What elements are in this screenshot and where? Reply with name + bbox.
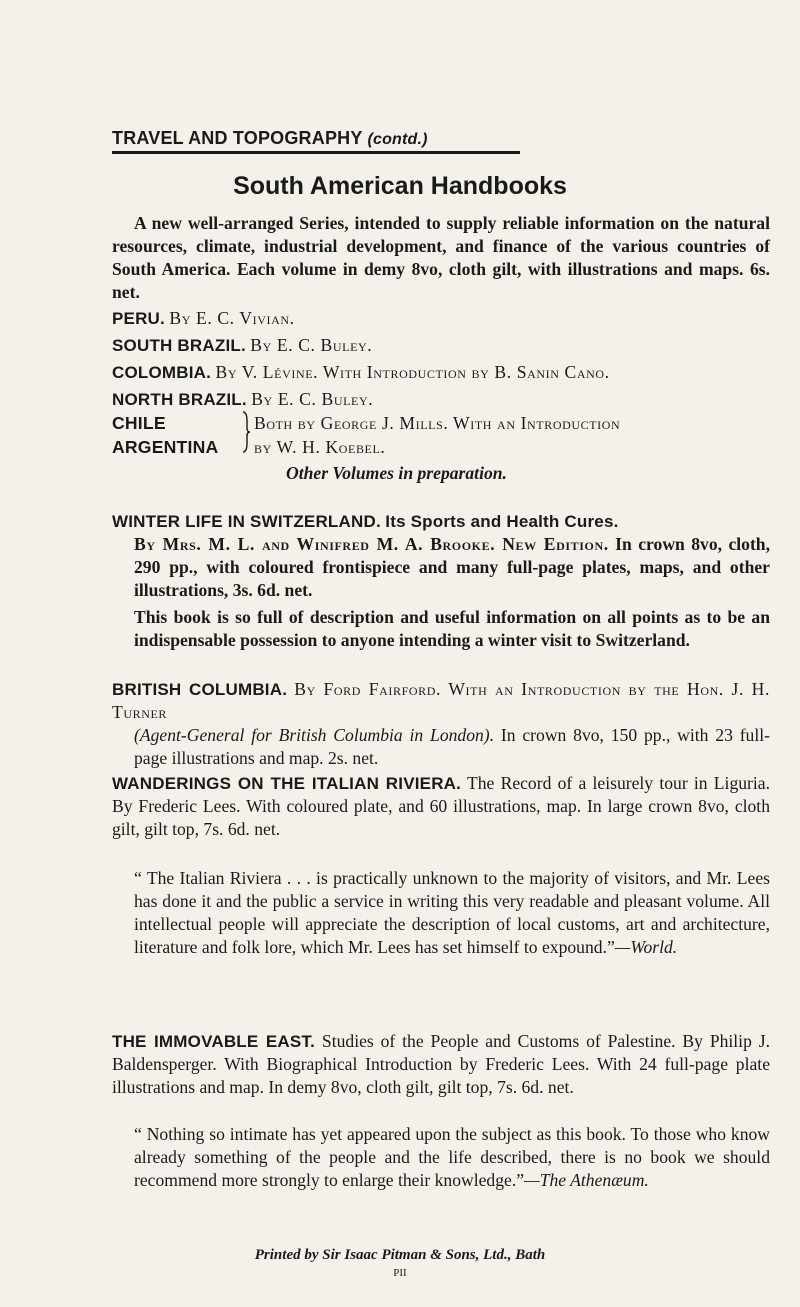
riviera-quote-text: “ The Italian Riviera . . . is practically unknown to the majority of visitors, and Mr. Lees has done it and the public a service in writing this very readable and pleasant volume. All intellectual people will appreciate the description of local customs, art and architecture, literature and folk lore, which Mr. Lees has set himself to expound.” xyxy=(134,868,770,957)
printer-imprint: Printed by Sir Isaac Pitman & Sons, Ltd., Bath xyxy=(254,1247,546,1263)
entry-country: PERU. xyxy=(112,309,165,328)
entry-author: By E. C. Buley. xyxy=(250,335,373,355)
riviera-entry xyxy=(112,772,770,841)
entry-argentina: ARGENTINA xyxy=(112,437,219,457)
east-entry xyxy=(112,1030,770,1099)
entry-country: NORTH BRAZIL. xyxy=(112,390,247,409)
brace-icon xyxy=(242,411,250,453)
winter-note-text: This book is so full of description and useful information on all points as to be an indispensable possession to anyone intending a winter visit to Switzerland. xyxy=(134,607,770,650)
winter-details: In crown 8vo, cloth, 290 pp., with coloured frontispiece and many full-page plates, maps, and other illustrations, 3s. 6d. net. xyxy=(134,534,770,600)
east-quote-block xyxy=(112,1123,770,1192)
riviera-heading: WANDERINGS ON THE ITALIAN RIVIERA. xyxy=(112,774,462,793)
east-heading: THE IMMOVABLE EAST. xyxy=(112,1032,316,1051)
east-quote xyxy=(112,1123,770,1192)
handbooks-intro-text: A new well-arranged Series, intended to supply reliable information on the natural resources, climate, industrial development, and finance of the various countries of South America. Each volume in demy 8vo, cloth gilt, with illustrations and maps. 6s. net. xyxy=(112,213,770,302)
east-quote-source: —The Athenæum. xyxy=(524,1170,649,1190)
section-title: TRAVEL AND TOPOGRAPHY xyxy=(112,128,363,148)
entry-north-brazil xyxy=(112,389,373,410)
winter-entry xyxy=(112,510,770,602)
entry-south-brazil xyxy=(112,335,372,356)
entry-author: By V. Lévine. With Introduction by B. Sanin Cano. xyxy=(215,362,610,382)
section-header xyxy=(112,128,428,149)
east-quote-text: “ Nothing so intimate has yet appeared upon the subject as this book. To those who know already something of the people and the life described, there is no book we should recommend more strongly to enlarge their knowledge.” xyxy=(134,1124,770,1190)
winter-details-block xyxy=(112,533,770,602)
entry-chile: CHILE xyxy=(112,413,166,433)
riviera-quote-block xyxy=(112,867,770,959)
section-contd: (contd.) xyxy=(367,131,428,148)
entry-country: COLOMBIA. xyxy=(112,363,212,382)
pair-author-line1 xyxy=(254,413,620,434)
riviera-quote-source: —World. xyxy=(614,937,678,957)
east-text: Studies of the People and Customs of Palestine. By Philip J. Baldensperger. With Biographical Introduction by Frederic Lees. With 24 full-page plate illustrations and map. In demy 8vo, cloth gilt, gilt top, 7s. 6d. net. xyxy=(112,1031,770,1097)
section-rule xyxy=(112,151,520,154)
pair-line2-text: by W. H. Koebel. xyxy=(254,437,386,457)
bc-byline: By Ford Fairford. With an Introduction by the Hon. J. H. Turner xyxy=(112,679,770,722)
entry-peru xyxy=(112,308,295,329)
entry-author: By E. C. Vivian. xyxy=(169,308,295,328)
printer-code: PII xyxy=(393,1267,407,1279)
riviera-text: The Record of a leisurely tour in Liguria. By Frederic Lees. With coloured plate, and 60 illustrations, map. In large crown 8vo, cloth gilt, gilt top, 7s. 6d. net. xyxy=(112,773,770,839)
entry-colombia xyxy=(112,362,610,383)
winter-subtitle: Its Sports and Health Cures. xyxy=(385,512,619,531)
winter-note xyxy=(112,606,770,652)
entry-author: By E. C. Buley. xyxy=(251,389,374,409)
riviera-quote xyxy=(112,867,770,959)
bc-agent: (Agent-General for British Columbia in London). xyxy=(134,725,495,745)
other-volumes: Other Volumes in preparation. xyxy=(286,463,507,483)
winter-authors: By Mrs. M. L. and Winifred M. A. Brooke. New Edition. xyxy=(134,534,609,554)
pair-author-line2 xyxy=(254,437,385,458)
bc-heading: BRITISH COLUMBIA. xyxy=(112,680,288,699)
handbooks-title: South American Handbooks xyxy=(233,172,567,200)
entry-country: SOUTH BRAZIL. xyxy=(112,336,246,355)
handbooks-intro xyxy=(112,212,770,304)
bc-entry xyxy=(112,678,770,770)
bc-details: In crown 8vo, 150 pp., with 23 full-page illustrations and map. 2s. net. xyxy=(134,725,770,768)
winter-heading: WINTER LIFE IN SWITZERLAND. xyxy=(112,512,381,531)
pair-line1-text: Both by George J. Mills. With an Introduction xyxy=(254,413,621,433)
bc-details-block xyxy=(112,724,770,770)
